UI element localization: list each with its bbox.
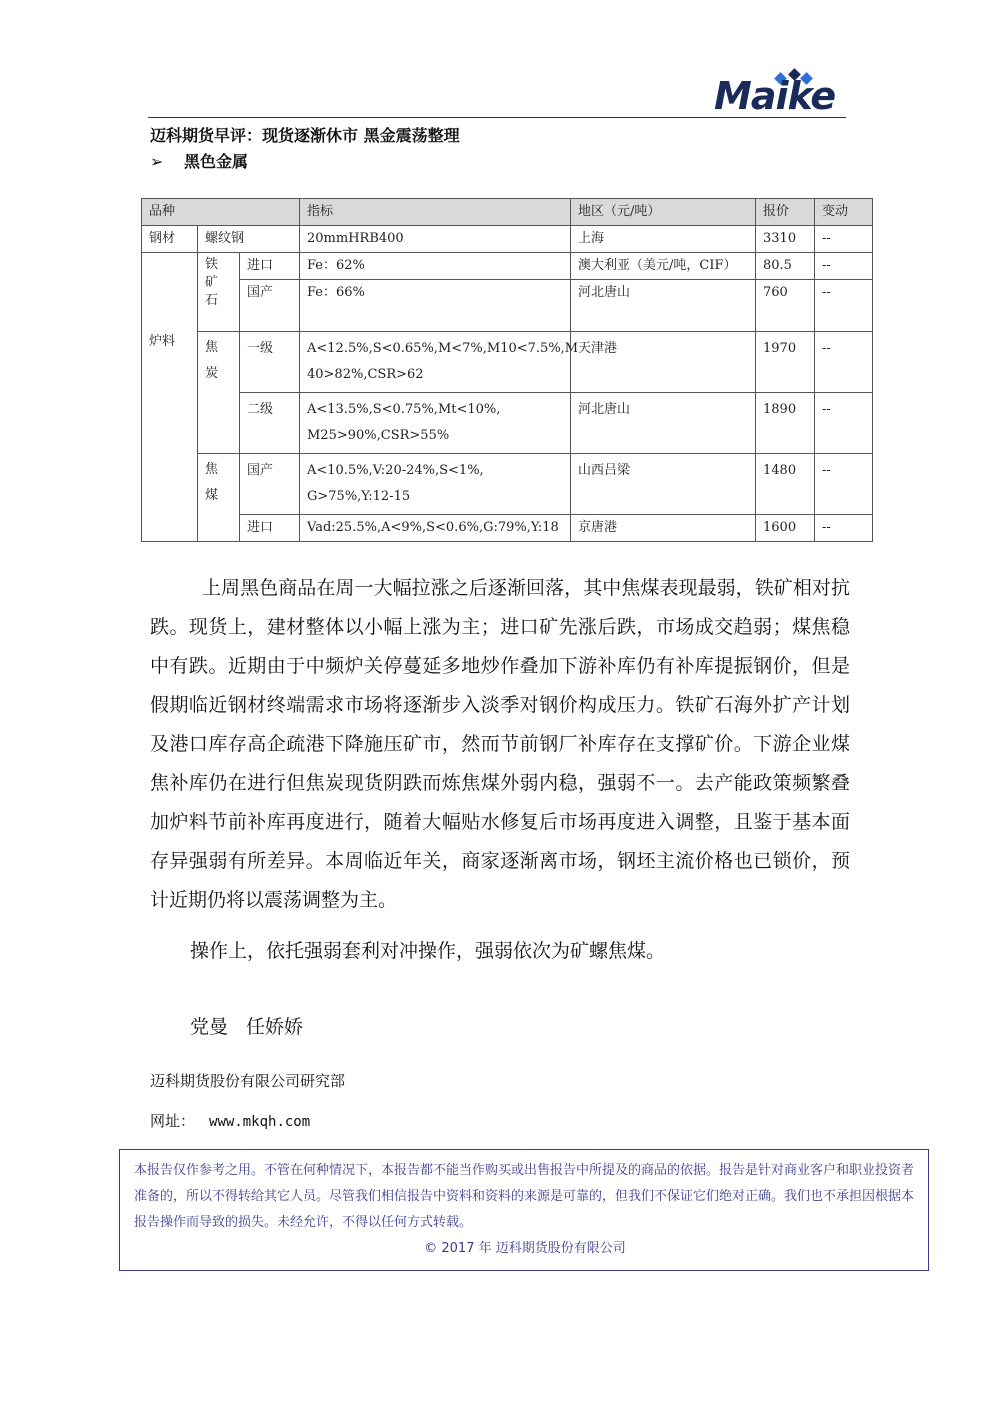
cell-change: --: [815, 454, 873, 515]
section-heading: [150, 149, 248, 172]
company-logo: [700, 70, 850, 120]
document-title: 迈科期货早评：现货逐渐休市 黑金震荡整理: [150, 126, 460, 145]
section-title: 黑色金属: [184, 152, 249, 171]
table-row: [142, 393, 873, 454]
cell-coke-label: 焦 炭: [198, 332, 240, 454]
header-region: 地区（元/吨）: [571, 199, 756, 226]
header-variety: 品种: [142, 199, 300, 226]
table-header-row: [142, 199, 873, 226]
cell-spec: A<10.5%,V:20-24%,S<1%, G>75%,Y:12-15: [300, 454, 571, 515]
price-table: [141, 198, 873, 542]
table-row: [142, 280, 873, 332]
cell-change: --: [815, 332, 873, 393]
cell-change: --: [815, 280, 873, 332]
header-change: 变动: [815, 199, 873, 226]
cell-region: 山西吕梁: [571, 454, 756, 515]
header-indicator: 指标: [300, 199, 571, 226]
cell-spec: A<12.5%,S<0.65%,M<7%,M10<7.5%,M 40>82%,CSR>62: [300, 332, 571, 393]
logo-text: Maike: [714, 74, 836, 118]
table-row: [142, 253, 873, 280]
cell-region: 澳大利亚（美元/吨，CIF）: [571, 253, 756, 280]
website-label: 网址：: [150, 1112, 196, 1130]
cell-price: 1970: [756, 332, 815, 393]
copyright-text: © 2017 年 迈科期货股份有限公司: [424, 1241, 626, 1256]
author-name: 任娇娇: [246, 1016, 304, 1038]
author-name: 党曼: [190, 1016, 229, 1038]
table-row: [142, 226, 873, 253]
disclaimer-box: [119, 1149, 929, 1271]
cell-spec: Fe：62%: [300, 253, 571, 280]
website-line: [150, 1110, 310, 1131]
cell-region: 天津港: [571, 332, 756, 393]
cell-price: 1600: [756, 515, 815, 542]
table-row: [142, 515, 873, 542]
disclaimer-text: 本报告仅作参考之用。不管在何种情况下，本报告都不能当作购买或出售报告中所提及的商品的依据。报告是针对商业客户和职业投资者准备的，所以不得转给其它人员。尽管我们相信报告中资料和资料的来源是可靠的，但我们不保证它们绝对正确。我们也不承担因根据本报告操作而导致的损失。未经允许，不得以任何方式转载。: [134, 1163, 915, 1230]
cell-change: --: [815, 393, 873, 454]
cell-sub: 国产: [240, 280, 300, 332]
website-link[interactable]: www.mkqh.com: [209, 1114, 311, 1130]
cell-spec: 20mmHRB400: [300, 226, 571, 253]
arrow-bullet-icon: ➢: [150, 152, 164, 171]
table-row: [142, 454, 873, 515]
cell-region: 河北唐山: [571, 280, 756, 332]
cell-sub: 一级: [240, 332, 300, 393]
cell-name: 螺纹钢: [198, 226, 300, 253]
cell-sub: 二级: [240, 393, 300, 454]
cell-price: 1890: [756, 393, 815, 454]
header-price: 报价: [756, 199, 815, 226]
cell-change: --: [815, 515, 873, 542]
cell-sub: 进口: [240, 515, 300, 542]
cell-price: 3310: [756, 226, 815, 253]
cell-category: 钢材: [142, 226, 198, 253]
cell-change: --: [815, 253, 873, 280]
header-rule: [148, 117, 846, 118]
cell-spec: Vad:25.5%,A<9%,S<0.6%,G:79%,Y:18: [300, 515, 571, 542]
cell-region: 河北唐山: [571, 393, 756, 454]
cell-iron-ore-label: 铁 矿 石: [198, 253, 240, 332]
strategy-paragraph: 操作上，依托强弱套利对冲操作，强弱依次为矿螺焦煤。: [190, 940, 666, 962]
cell-price: 1480: [756, 454, 815, 515]
cell-spec: A<13.5%,S<0.75%,Mt<10%, M25>90%,CSR>55%: [300, 393, 571, 454]
cell-price: 760: [756, 280, 815, 332]
company-department: 迈科期货股份有限公司研究部: [150, 1072, 346, 1090]
cell-region: 上海: [571, 226, 756, 253]
analysis-paragraph: 上周黑色商品在周一大幅拉涨之后逐渐回落，其中焦煤表现最弱，铁矿相对抗跌。现货上，建材整体以小幅上涨为主；进口矿先涨后跌，市场成交趋弱；煤焦稳中有跌。近期由于中频炉关停蔓延多地炒作叠加下游补库仍有补库提振钢价，但是假期临近钢材终端需求市场将逐渐步入淡季对钢价构成压力。铁矿石海外扩产计划及港口库存高企疏港下降施压矿市，然而节前钢厂补库存在支撑矿价。下游企业煤焦补库仍在进行但焦炭现货阴跌而炼焦煤外弱内稳，强弱不一。去产能政策频繁叠加炉料节前补库再度进行，随着大幅贴水修复后市场再度进入调整，且鉴于基本面存异强弱有所差异。本周临近年关，商家逐渐离市场，钢坯主流价格也已锁价，预计近期仍将以震荡调整为主。: [150, 577, 850, 911]
cell-furnace-label: 炉料: [142, 253, 198, 542]
cell-coking-coal-label: 焦 煤: [198, 454, 240, 542]
cell-price: 80.5: [756, 253, 815, 280]
cell-region: 京唐港: [571, 515, 756, 542]
cell-sub: 进口: [240, 253, 300, 280]
cell-sub: 国产: [240, 454, 300, 515]
cell-change: --: [815, 226, 873, 253]
cell-spec: Fe：66%: [300, 280, 571, 332]
table-row: [142, 332, 873, 393]
authors: [190, 1012, 303, 1039]
